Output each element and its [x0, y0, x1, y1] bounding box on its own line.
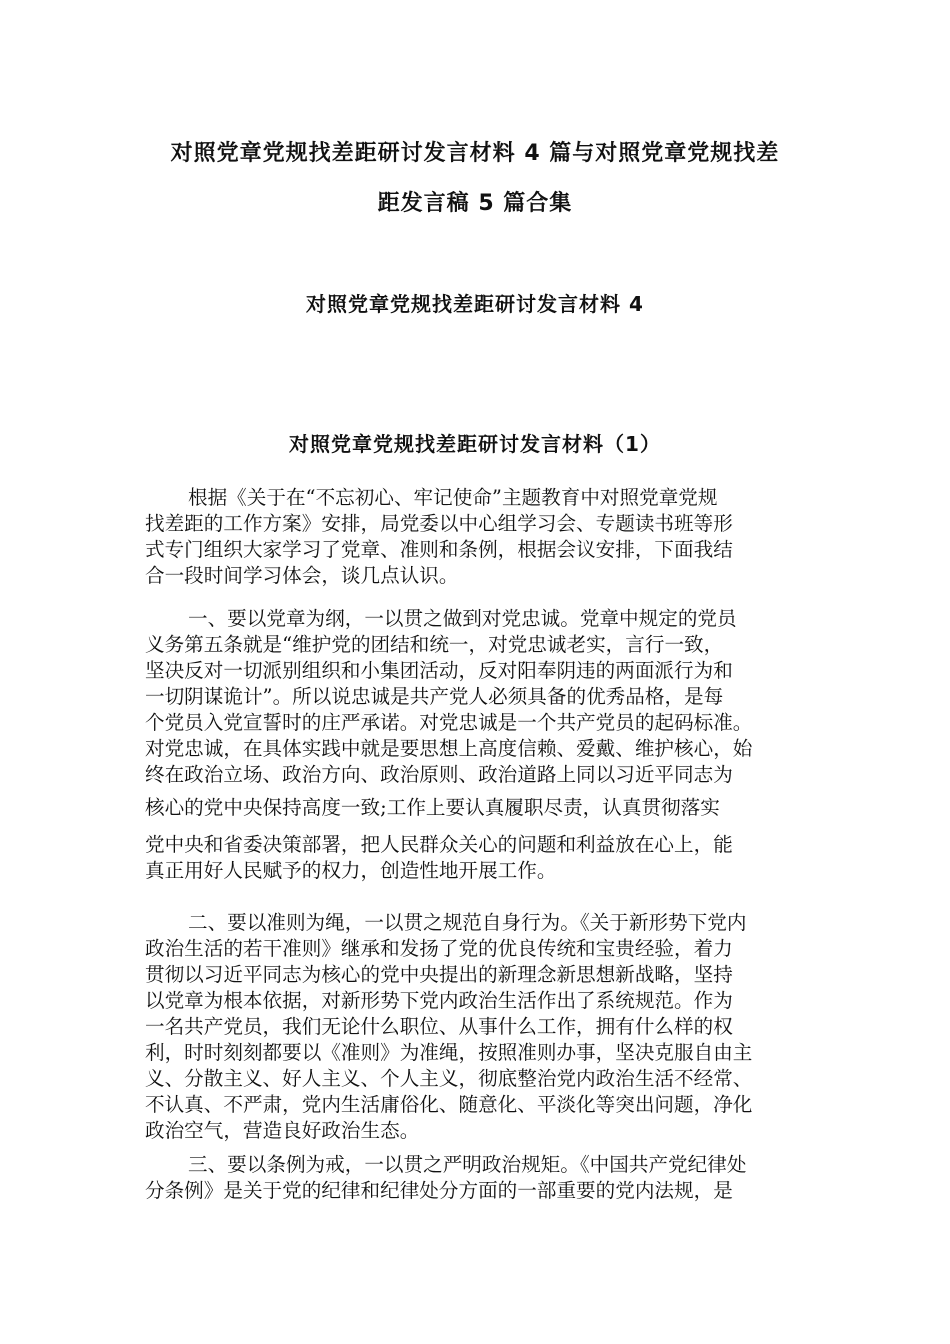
paragraph-line: 利，时时刻刻都要以《准则》为准绳，按照准则办事，坚决克服自由主 [145, 1041, 753, 1064]
paragraph-line: 根据《关于在“不忘初心、牢记使命”主题教育中对照党章党规 [188, 486, 718, 509]
paragraph-line: 个党员入党宣誓时的庄严承诺。对党忠诚是一个共产党员的起码标准。 [145, 711, 753, 734]
main-title-line-1: 对照党章党规找差距研讨发言材料 4 篇与对照党章党规找差 [170, 141, 780, 166]
paragraph-point-one [145, 606, 810, 788]
paragraph-line: 分条例》是关于党的纪律和纪律处分方面的一部重要的党内法规，是 [145, 1179, 733, 1202]
paragraph-line: 二、要以准则为绳，一以贯之规范自身行为。《关于新形势下党内 [188, 911, 747, 934]
section-title: 对照党章党规找差距研讨发言材料 4 [306, 292, 644, 316]
paragraph-line: 政治空气，营造良好政治生态。 [145, 1119, 420, 1142]
paragraph-intro [145, 485, 810, 589]
paragraph-line: 不认真、不严肃，党内生活庸俗化、随意化、平淡化等突出问题，净化 [145, 1093, 753, 1116]
paragraph-line: 坚决反对一切派别组织和小集团活动，反对阳奉阴违的两面派行为和 [145, 659, 733, 682]
paragraph-line: 义、分散主义、好人主义、个人主义，彻底整治党内政治生活不经常、 [145, 1067, 753, 1090]
paragraph-line: 一名共产党员，我们无论什么职位、从事什么工作，拥有什么样的权 [145, 1015, 733, 1038]
paragraph-point-two [145, 910, 810, 1144]
paragraph-line: 一、要以党章为纲，一以贯之做到对党忠诚。党章中规定的党员 [188, 607, 737, 630]
paragraph-line: 真正用好人民赋予的权力，创造性地开展工作。 [145, 859, 557, 882]
paragraph-line: 义务第五条就是“维护党的团结和统一，对党忠诚老实，言行一致， [145, 633, 724, 656]
paragraph-line: 以党章为根本依据，对新形势下党内政治生活作出了系统规范。作为 [145, 989, 733, 1012]
paragraph-point-three [145, 1152, 810, 1204]
paragraph-point-one-end [145, 832, 810, 884]
paragraph-line: 终在政治立场、政治方向、政治原则、政治道路上同以习近平同志为 [145, 763, 733, 786]
paragraph-line: 找差距的工作方案》安排，局党委以中心组学习会、专题读书班等形 [145, 512, 733, 535]
main-title-line-2: 距发言稿 5 篇合集 [377, 191, 573, 216]
paragraph-line: 式专门组织大家学习了党章、准则和条例，根据会议安排，下面我结 [145, 538, 733, 561]
sub-title: 对照党章党规找差距研讨发言材料（1） [289, 432, 661, 456]
paragraph-line: 对党忠诚，在具体实践中就是要思想上高度信赖、爱戴、维护核心，始 [145, 737, 753, 760]
paragraph-point-one-continued [145, 795, 810, 821]
paragraph-line: 党中央和省委决策部署，把人民群众关心的问题和利益放在心上，能 [145, 833, 733, 856]
paragraph-line: 合一段时间学习体会，谈几点认识。 [145, 564, 459, 587]
paragraph-line: 贯彻以习近平同志为核心的党中央提出的新理念新思想新战略，坚持 [145, 963, 733, 986]
paragraph-line: 核心的党中央保持高度一致;工作上要认真履职尽责，认真贯彻落实 [145, 796, 720, 819]
paragraph-line: 三、要以条例为戒，一以贯之严明政治规矩。《中国共产党纪律处 [188, 1153, 747, 1176]
paragraph-line: 政治生活的若干准则》继承和发扬了党的优良传统和宝贵经验，着力 [145, 937, 733, 960]
paragraph-line: 一切阴谋诡计”。所以说忠诚是共产党人必须具备的优秀品格，是每 [145, 685, 724, 708]
